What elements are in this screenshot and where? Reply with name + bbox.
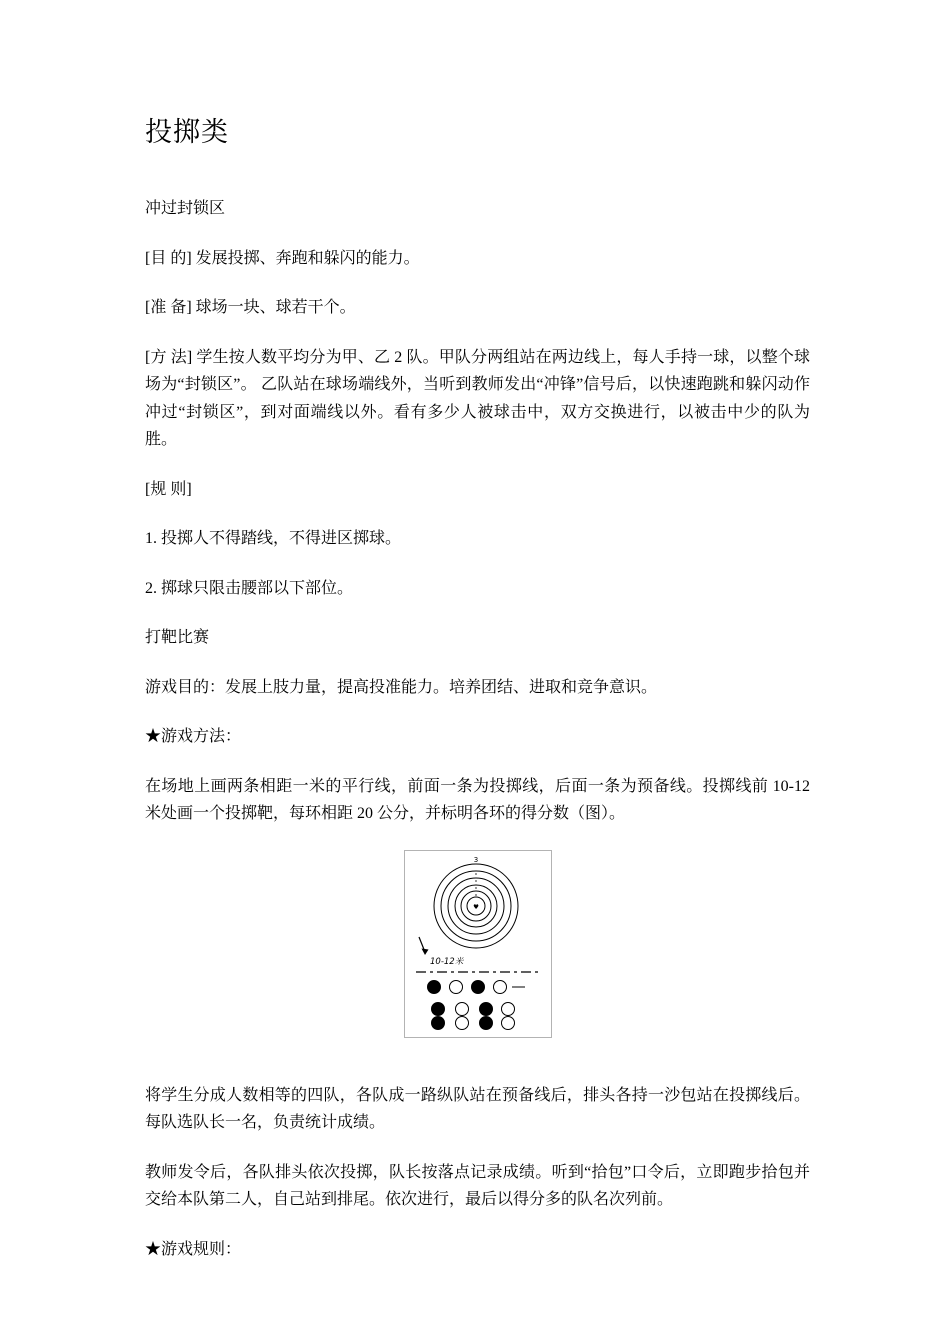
paragraph-team-setup: 将学生分成人数相等的四队，各队成一路纵队站在预备线后，排头各持一沙包站在投掷线后。每队选队长一名，负责统计成绩。 <box>145 1086 810 1132</box>
figure-wrapper <box>145 850 810 1040</box>
throw-arrow-icon <box>419 937 429 955</box>
paragraph-rule-1: 1. 投掷人不得踏线，不得进区掷球。 <box>145 530 402 548</box>
paragraph-field-setup: 在场地上画两条相距一米的平行线，前面一条为投掷线，后面一条为预备线。投掷线前 10-12 米处画一个投掷靶，每环相距 20 公分，并标明各环的得分数（图）。 <box>145 777 810 823</box>
paragraph-rules-heading: [规 则] <box>145 480 192 498</box>
paragraph-game-method-heading: ★游戏方法： <box>145 728 242 746</box>
section-heading-chongguo: 冲过封锁区 <box>145 200 226 217</box>
player-row-front <box>427 980 525 993</box>
paragraph-game-rules-heading: ★游戏规则： <box>145 1240 242 1258</box>
target-diagram <box>406 851 550 1035</box>
section-heading-daba: 打靶比赛 <box>145 629 210 647</box>
player-columns-back <box>431 1002 514 1029</box>
paragraph-rule-2: 2. 掷球只限击腰部以下部位。 <box>145 579 354 597</box>
paragraph-method: [方 法] 学生按人数平均分为甲、乙 2 队。甲队分两组站在两边线上，每人手持一球，以整个球场为“封锁区”。 乙队站在球场端线外，当听到教师发出“冲锋”信号后，以快速跑跳和躲闪动作冲过“封锁区”，到对面端线以外。看有多少人被球击中，双方交换进行，以被击中少的队为胜。 <box>145 348 810 449</box>
paragraph-preparation: [准 备] 球场一块、球若干个。 <box>145 299 356 317</box>
target-center-mark: ♥ <box>472 902 479 911</box>
paragraph-game-flow: 教师发令后，各队排头依次投掷，队长按落点记录成绩。听到“拾包”口令后，立即跑步拾包并交给本队第二人，自己站到排尾。依次进行，最后以得分多的队名次列前。 <box>145 1163 810 1209</box>
paragraph-purpose: [目 的] 发展投掷、奔跑和躲闪的能力。 <box>145 249 420 267</box>
page-title: 投掷类 <box>145 117 229 147</box>
target-diagram-figure <box>404 850 552 1038</box>
paragraph-game-purpose: 游戏目的：发展上肢力量，提高投准能力。培养团结、进取和竞争意识。 <box>145 678 658 696</box>
target-top-mark: 3 <box>473 855 478 864</box>
distance-label: 10-12米 <box>429 956 463 967</box>
